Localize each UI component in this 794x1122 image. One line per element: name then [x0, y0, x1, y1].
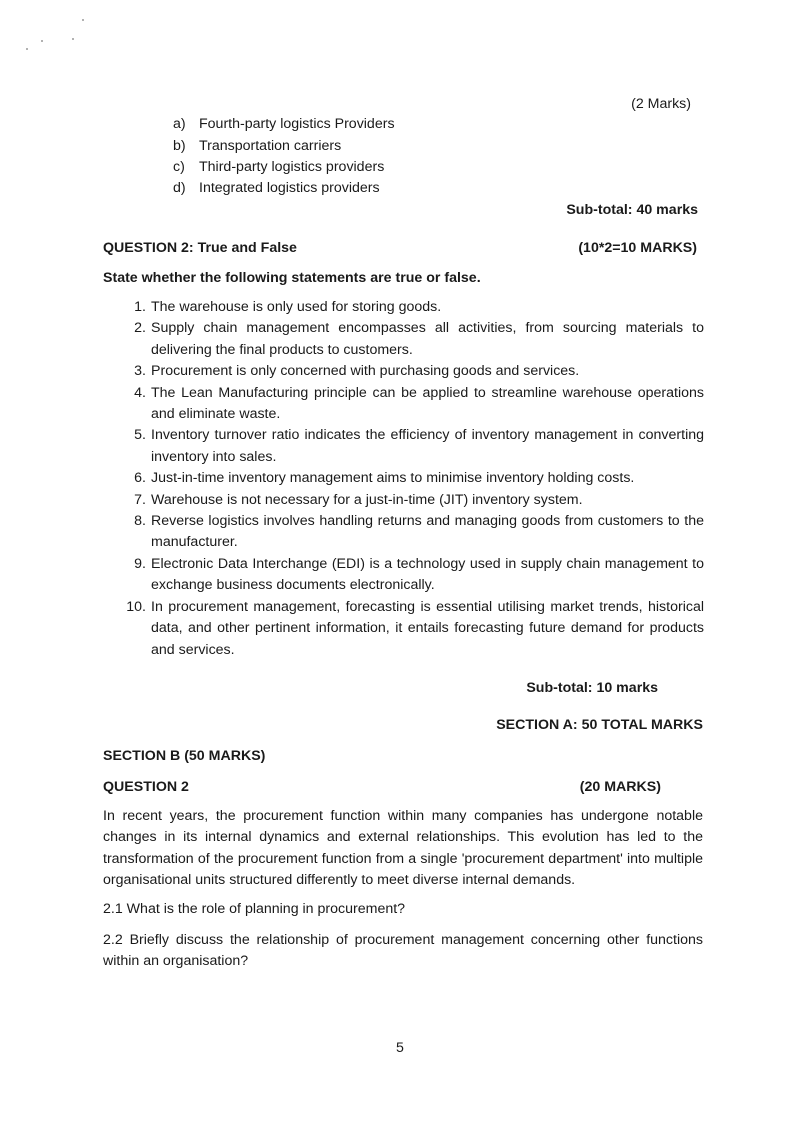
- statement-text: Procurement is only concerned with purchasing goods and services.: [151, 363, 580, 380]
- statement-number: 4.: [134, 384, 146, 401]
- section-b-question-marks: (20 MARKS): [579, 779, 661, 795]
- list-item: [124, 361, 704, 382]
- statement-number: 1.: [134, 299, 146, 315]
- option-text: Third-party logistics providers: [199, 159, 385, 175]
- list-item: [124, 318, 704, 361]
- statement-number: 5.: [134, 427, 146, 444]
- statement-text: Just-in-time inventory management aims to minimise inventory holding costs.: [151, 470, 635, 487]
- question-2-2: 2.2 Briefly discuss the relationship of procurement management concerning other functions within an organisation?: [103, 932, 703, 970]
- list-item: [124, 554, 704, 597]
- scan-speck: [26, 48, 28, 50]
- page-number: 5: [396, 1040, 404, 1056]
- prev-question-marks: (2 Marks): [631, 96, 691, 112]
- statement-number: 10.: [126, 598, 146, 615]
- option-letter: d): [173, 180, 186, 196]
- option-text: Fourth-party logistics Providers: [199, 116, 395, 132]
- prev-question-subtotal: Sub-total: 40 marks: [566, 202, 698, 218]
- list-item: [124, 597, 704, 661]
- list-item: [124, 297, 704, 318]
- statement-text: Warehouse is not necessary for a just-in-time (JIT) inventory system.: [151, 491, 583, 508]
- option-letter: c): [173, 159, 185, 175]
- list-item: [124, 468, 704, 489]
- list-item: [124, 425, 704, 468]
- question-subtotal: Sub-total: 10 marks: [526, 680, 658, 696]
- section-b-heading: SECTION B (50 MARKS): [103, 748, 266, 764]
- list-item: [124, 383, 704, 426]
- statement-text: Reverse logistics involves handling returns and managing goods from customers to the manufacturer.: [151, 513, 704, 551]
- option-text: Transportation carriers: [199, 138, 342, 154]
- section-a-total: SECTION A: 50 TOTAL MARKS: [496, 717, 703, 733]
- list-item: [124, 511, 704, 554]
- statement-text: The Lean Manufacturing principle can be applied to streamline warehouse operations and eliminate waste.: [151, 384, 704, 423]
- scan-speck: [41, 40, 43, 42]
- question-heading: QUESTION 2: True and False: [103, 240, 297, 256]
- option-c: [173, 157, 384, 178]
- statement-number: 2.: [134, 320, 146, 337]
- section-b-question-heading: QUESTION 2: [103, 779, 189, 795]
- statement-number: 8.: [134, 513, 146, 530]
- scan-speck: [82, 19, 84, 21]
- statement-number: 9.: [134, 555, 146, 572]
- statement-number: 3.: [134, 363, 146, 380]
- statement-number: 7.: [134, 491, 146, 508]
- option-text: Integrated logistics providers: [199, 180, 380, 196]
- option-letter: b): [173, 138, 186, 154]
- option-letter: a): [173, 116, 186, 132]
- statement-text: Electronic Data Interchange (EDI) is a technology used in supply chain management to exchange business documents electronically.: [151, 555, 704, 594]
- statement-number: 6.: [134, 470, 146, 487]
- question-2-1: 2.1 What is the role of planning in procurement?: [103, 901, 406, 917]
- list-item: [124, 490, 704, 511]
- question-marks: (10*2=10 MARKS): [578, 240, 697, 256]
- statement-text: Supply chain management encompasses all activities, from sourcing materials to delivering the final products to customers.: [151, 320, 704, 358]
- statement-text: The warehouse is only used for storing goods.: [151, 299, 442, 315]
- question-instruction: State whether the following statements are true or false.: [103, 270, 481, 286]
- scan-speck: [72, 38, 74, 40]
- statement-text: Inventory turnover ratio indicates the efficiency of inventory management in converting inventory into sales.: [151, 427, 704, 465]
- option-b: [173, 136, 341, 157]
- option-a: [173, 114, 395, 135]
- section-b-paragraph: In recent years, the procurement function within many companies has undergone notable changes in its internal dynamics and external relationships. This evolution has led to the transformation of the procurement function from a single 'procurement department' into multiple organisational units structured differently to meet diverse internal demands.: [103, 808, 703, 888]
- true-false-statements: [124, 297, 704, 661]
- statement-text: In procurement management, forecasting is essential utilising market trends, historical data, and other pertinent information, it entails forecasting future demand for products and services.: [151, 598, 704, 658]
- option-d: [173, 178, 380, 199]
